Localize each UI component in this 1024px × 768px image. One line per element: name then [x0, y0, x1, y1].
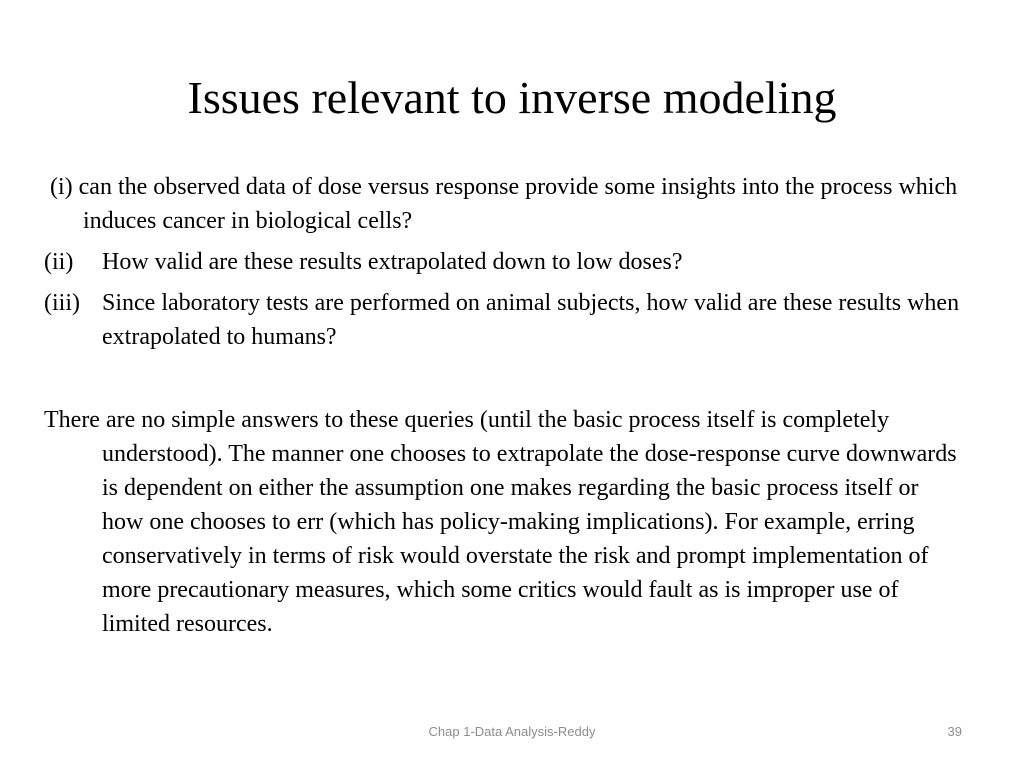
list-item-iii	[44, 286, 964, 354]
list-item-i: (i) can the observed data of dose versus response provide some insights into the process which induces cancer in biological cells?	[50, 174, 958, 234]
body-paragraph: There are no simple answers to these queries (until the basic process itself is completely understood). The manner one chooses to extrapolate the dose-response curve downwards is dependent on either the assumption one makes regarding the basic process itself or how one chooses to err (which has policy-making implications). For example, erring conservatively in terms of risk would overstate the risk and prompt implementation of more precautionary measures, which some critics would fault as is improper use of limited resources.	[44, 407, 957, 637]
list-item-ii	[44, 245, 964, 279]
list-item-text: How valid are these results extrapolated down to low doses?	[102, 249, 683, 275]
list-item-text: Since laboratory tests are performed on animal subjects, how valid are these results when extrapolated to humans?	[102, 290, 960, 350]
list-item-number: (iii)	[44, 290, 80, 316]
page-number: 39	[947, 724, 962, 739]
list-item-number: (ii)	[44, 249, 74, 275]
slide-title: Issues relevant to inverse modeling	[187, 72, 837, 123]
footer-source: Chap 1-Data Analysis-Reddy	[428, 724, 596, 739]
